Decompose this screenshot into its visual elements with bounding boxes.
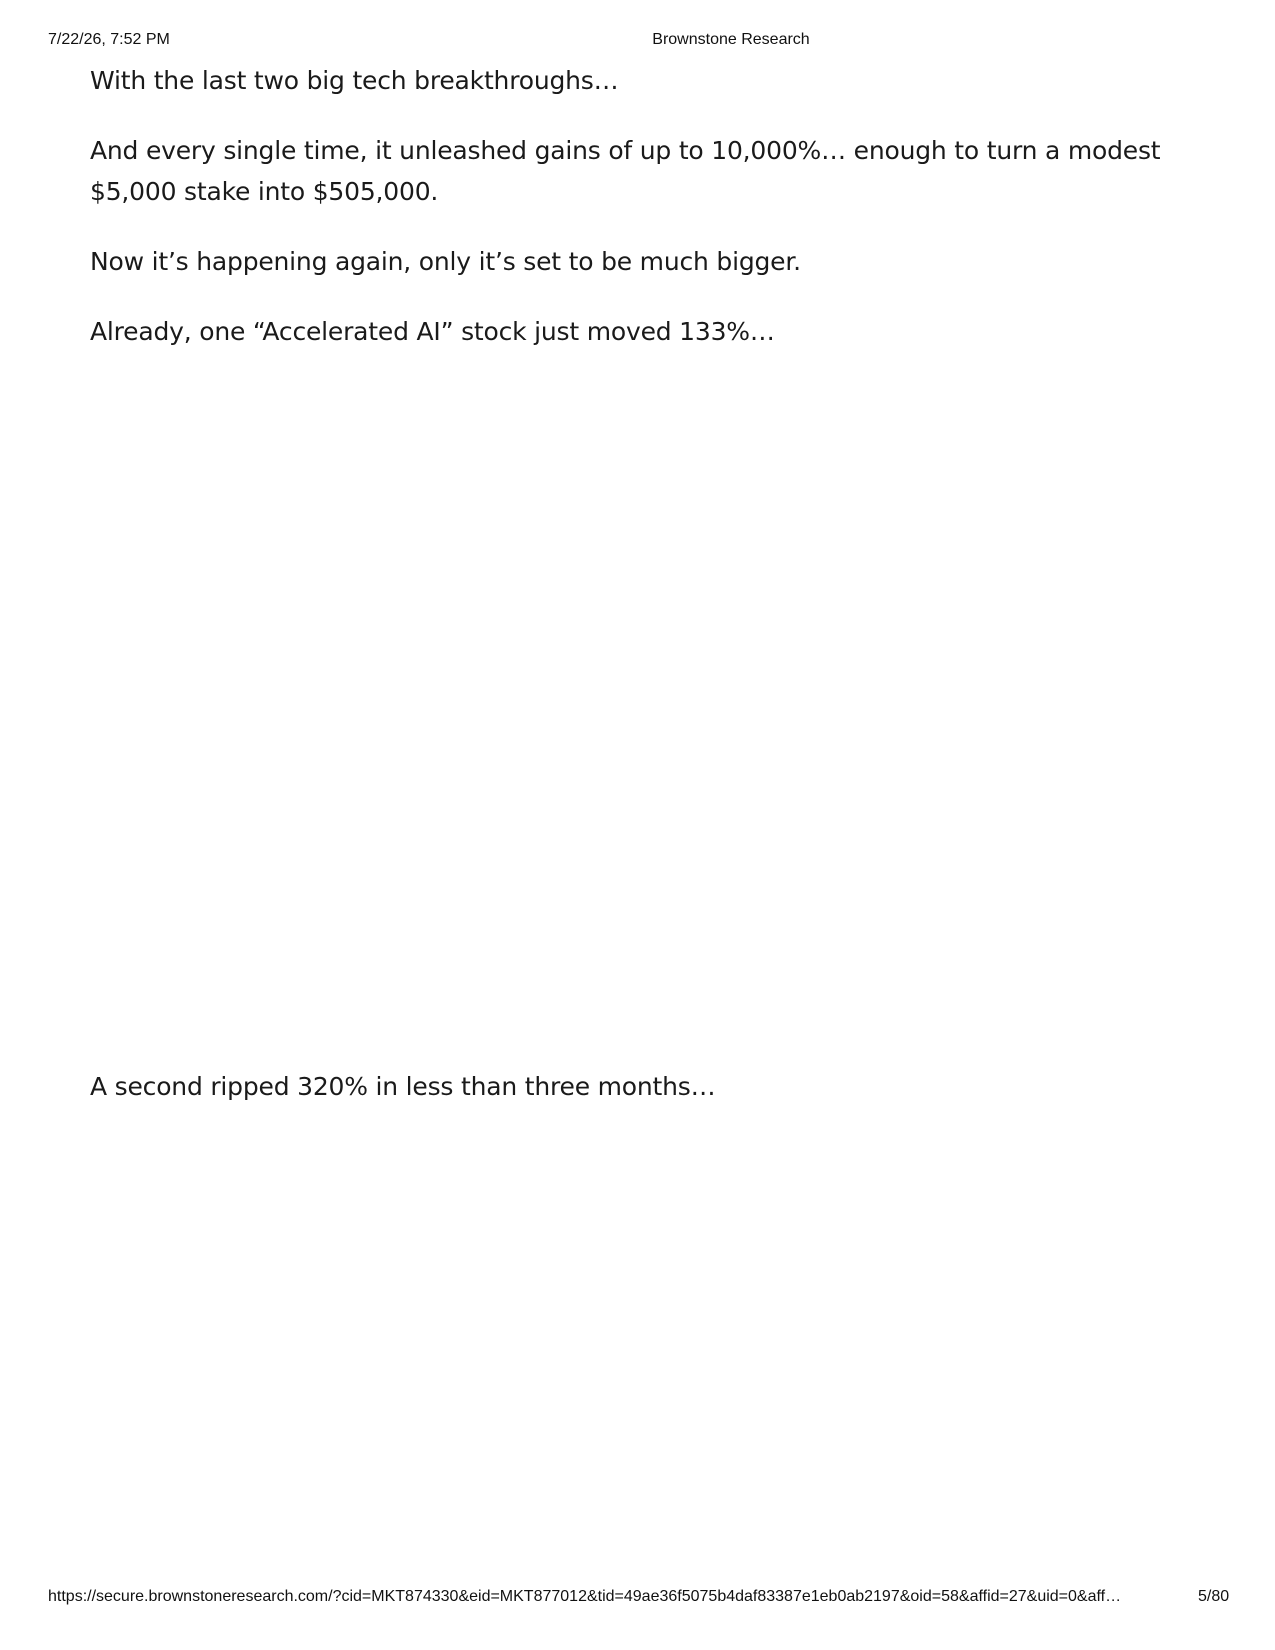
paragraph: And every single time, it unleashed gains of up to 10,000%… enough to turn a modest $5,000 stake into $505,000. <box>90 136 1161 206</box>
page-number: 5/80 <box>1198 1588 1230 1605</box>
paragraph: With the last two big tech breakthroughs… <box>90 66 619 95</box>
paragraph: Already, one “Accelerated AI” stock just moved 133%… <box>90 317 775 346</box>
print-header <box>0 31 1275 51</box>
page-title: Brownstone Research <box>652 31 810 48</box>
paragraph: A second ripped 320% in less than three months… <box>90 1072 716 1101</box>
print-datetime: 7/22/26, 7:52 PM <box>48 31 170 48</box>
page-url: https://secure.brownstoneresearch.com/?cid=MKT874330&eid=MKT877012&tid=49ae36f5075b4daf83387e1eb0ab2197&oid=58&affid=27&uid=0&aff… <box>48 1588 1122 1605</box>
print-footer <box>0 1588 1275 1608</box>
paragraph: Now it’s happening again, only it’s set to be much bigger. <box>90 247 801 276</box>
